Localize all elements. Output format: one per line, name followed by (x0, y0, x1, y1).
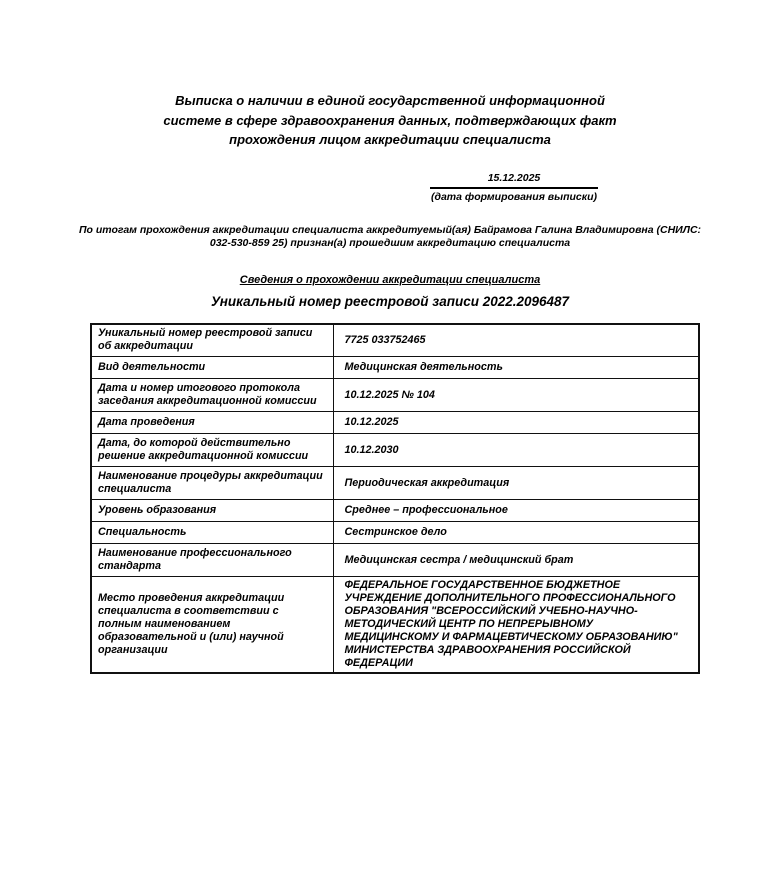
row-label: Вид деятельности (91, 357, 333, 379)
table-row (91, 522, 699, 544)
document-title (150, 91, 630, 150)
row-value: Медицинская сестра / медицинский брат (333, 544, 699, 577)
row-label: Наименование профессионального стандарта (91, 544, 333, 577)
table-row (91, 412, 699, 434)
generation-date-block (430, 172, 598, 203)
row-value: Медицинская деятельность (333, 357, 699, 379)
accreditation-table (90, 323, 700, 675)
row-value: Периодическая аккредитация (333, 467, 699, 500)
registry-number-line: Уникальный номер реестровой записи 2022.2096487 (210, 293, 570, 309)
row-value: Сестринское дело (333, 522, 699, 544)
table-row (91, 434, 699, 467)
row-label: Уникальный номер реестровой записи об аккредитации (91, 324, 333, 357)
row-label: Дата, до которой действительно решение аккредитационной комиссии (91, 434, 333, 467)
table-row (91, 357, 699, 379)
section-heading: Сведения о прохождении аккредитации специалиста (239, 273, 541, 286)
intro-paragraph (60, 224, 720, 250)
document-title-line: Выписка о наличии в единой государственной информационной (175, 93, 605, 108)
generation-date: 15.12.2025 (430, 172, 598, 189)
document-title-line: прохождения лицом аккредитации специалиста (229, 132, 551, 147)
row-value: 10.12.2025 № 104 (333, 379, 699, 412)
row-value: 10.12.2025 (333, 412, 699, 434)
row-value: ФЕДЕРАЛЬНОЕ ГОСУДАРСТВЕННОЕ БЮДЖЕТНОЕ УЧРЕЖДЕНИЕ ДОПОЛНИТЕЛЬНОГО ПРОФЕССИОНАЛЬНОГО ОБРАЗОВАНИЯ "ВСЕРОССИЙСКИЙ УЧЕБНО-НАУЧНО-МЕТОДИЧЕСКИЙ ЦЕНТР ПО НЕПРЕРЫВНОМУ МЕДИЦИНСКОМУ И ФАРМАЦЕВТИЧЕСКОМУ ОБРАЗОВАНИЮ" МИНИСТЕРСТВА ЗДРАВООХРАНЕНИЯ РОССИЙСКОЙ ФЕДЕРАЦИИ (333, 577, 699, 674)
row-label: Уровень образования (91, 500, 333, 522)
document-title-line: системе в сфере здравоохранения данных, подтверждающих факт (163, 112, 617, 128)
generation-date-caption: (дата формирования выписки) (430, 190, 598, 203)
table-row (91, 379, 699, 412)
row-value: Среднее – профессиональное (333, 500, 699, 522)
intro-paragraph-line: 032-530-859 25) признан(а) прошедшим аккредитацию специалиста (209, 236, 571, 249)
row-label: Специальность (91, 522, 333, 544)
row-value: 10.12.2030 (333, 434, 699, 467)
table-row (91, 467, 699, 500)
table-row (91, 544, 699, 577)
intro-paragraph-line: По итогам прохождения аккредитации специалиста аккредитуемый(ая) Байрамова Галина Владимировна (СНИЛС: (78, 223, 702, 236)
table-row (91, 324, 699, 357)
row-label: Наименование процедуры аккредитации специалиста (91, 467, 333, 500)
row-label: Дата проведения (91, 412, 333, 434)
row-label: Место проведения аккредитации специалиста в соответствии с полным наименованием образовательной и (или) научной организации (91, 577, 333, 674)
table-row (91, 577, 699, 674)
table-row (91, 500, 699, 522)
row-value: 7725 033752465 (333, 324, 699, 357)
row-label: Дата и номер итогового протокола заседания аккредитационной комиссии (91, 379, 333, 412)
